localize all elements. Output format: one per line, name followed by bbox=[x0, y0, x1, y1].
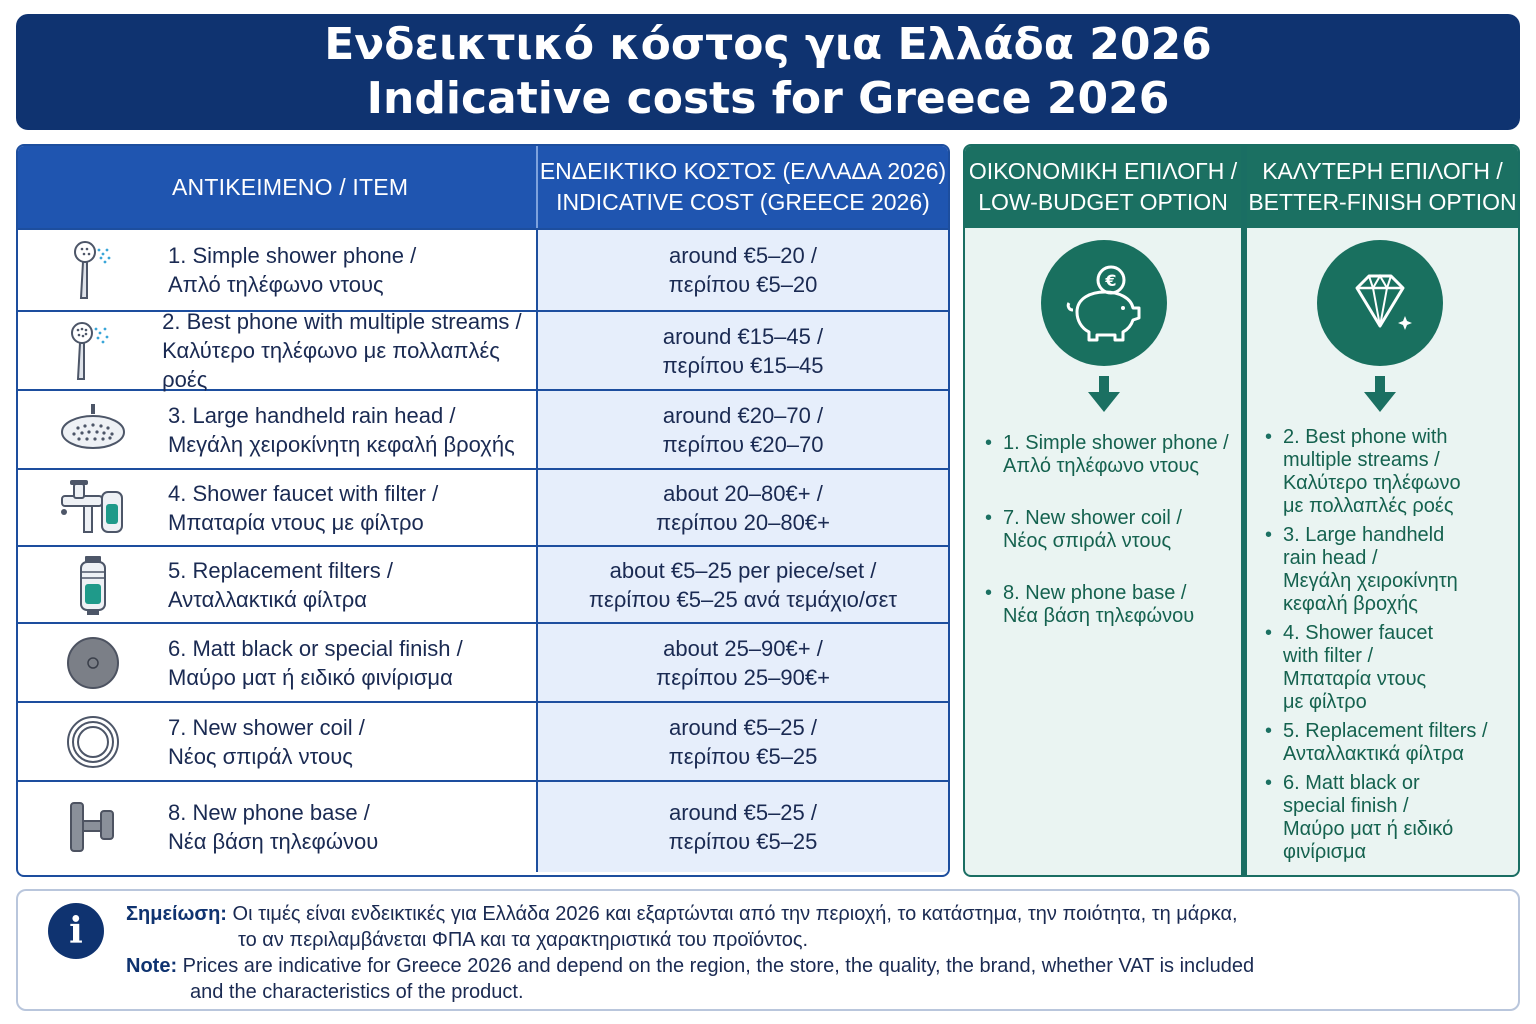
cost-label-gr: περίπου €5–20 bbox=[668, 272, 818, 297]
low-budget-column bbox=[965, 146, 1247, 875]
table-row bbox=[18, 545, 948, 622]
item-cell bbox=[18, 547, 536, 622]
better-finish-header bbox=[1247, 146, 1518, 228]
cost-cell bbox=[536, 703, 948, 780]
cost-label-gr: περίπου €20–70 bbox=[662, 431, 824, 457]
table-row bbox=[18, 701, 948, 780]
cost-label-en: about 25–90€+ / bbox=[663, 635, 823, 661]
list-item-gr: Απλό τηλέφωνο ντους bbox=[1003, 455, 1200, 477]
item-cell bbox=[18, 703, 536, 780]
list-item-en: • 1. Simple shower phone / bbox=[1003, 432, 1229, 454]
item-text bbox=[168, 479, 438, 537]
item-label-en: 6. Matt black or special finish / bbox=[168, 635, 463, 661]
list-item-line: • 5. Replacement filters / bbox=[1283, 720, 1488, 742]
item-label-gr: Απλό τηλέφωνο ντους bbox=[168, 272, 384, 297]
low-budget-header-english: LOW-BUDGET OPTION bbox=[978, 189, 1228, 215]
note-box bbox=[16, 889, 1520, 1011]
list-item-line: • 6. Matt black or bbox=[1283, 772, 1420, 794]
cost-label-gr: περίπου €5–25 bbox=[668, 743, 818, 769]
cost-label-gr: περίπου 20–80€+ bbox=[656, 509, 830, 535]
item-label-en: 3. Large handheld rain head / bbox=[168, 402, 456, 428]
list-item bbox=[985, 432, 1241, 478]
list-item-gr: Νέα βάση τηλεφώνου bbox=[1003, 605, 1195, 627]
better-finish-column bbox=[1247, 146, 1518, 875]
filter-cartridge-icon bbox=[18, 554, 168, 616]
matt-black-disc-icon bbox=[18, 635, 168, 691]
options-panel bbox=[963, 144, 1520, 877]
shower-handset-icon bbox=[18, 238, 168, 302]
info-icon: i bbox=[48, 903, 104, 959]
item-text bbox=[168, 556, 393, 614]
cost-label-en: around €5–25 / bbox=[668, 714, 818, 740]
cost-label-en: around €5–20 / bbox=[668, 243, 818, 268]
list-item-line: with filter / bbox=[1283, 645, 1374, 667]
list-item-line: special finish / bbox=[1283, 795, 1409, 817]
list-item-line: Μπαταρία ντους bbox=[1283, 668, 1427, 690]
item-text bbox=[168, 713, 365, 771]
arrow-down-icon bbox=[1360, 374, 1400, 414]
rain-head-icon bbox=[18, 402, 168, 458]
list-item-line: Μαύρο ματ ή ειδικό bbox=[1283, 818, 1454, 840]
header-cost-greek: ΕΝΔΕΙΚΤΙΚΟ ΚΟΣΤΟΣ (ΕΛΛΑΔΑ 2026) bbox=[539, 158, 947, 184]
item-label-gr: Μπαταρία ντους με φίλτρο bbox=[168, 509, 424, 535]
low-budget-header-greek: ΟΙΚΟΝΟΜΙΚΗ ΕΠΙΛΟΓΗ / bbox=[968, 158, 1238, 184]
item-text bbox=[168, 401, 515, 459]
item-cell bbox=[18, 391, 536, 468]
item-label-en: 2. Best phone with multiple streams / bbox=[162, 309, 522, 334]
arrow-down-icon bbox=[1084, 374, 1124, 414]
multi-stream-handset-icon bbox=[18, 319, 162, 383]
phone-base-icon bbox=[18, 799, 168, 855]
item-label-en: 7. New shower coil / bbox=[168, 714, 365, 740]
note-greek-label: Σημείωση: bbox=[126, 903, 227, 925]
item-text bbox=[162, 307, 536, 394]
list-item-line: με πολλαπλές ροές bbox=[1283, 495, 1454, 517]
list-item-en: • 8. New phone base / bbox=[1003, 582, 1187, 604]
list-item bbox=[985, 507, 1241, 553]
item-cell bbox=[18, 230, 536, 310]
item-label-gr: Ανταλλακτικά φίλτρα bbox=[168, 586, 367, 612]
cost-label-gr: περίπου €5–25 bbox=[668, 829, 818, 854]
item-cell bbox=[18, 782, 536, 872]
list-item-line: rain head / bbox=[1283, 547, 1378, 569]
list-item bbox=[1265, 426, 1517, 518]
list-item-line: φινίρισμα bbox=[1283, 841, 1367, 863]
cost-cell bbox=[536, 312, 948, 389]
list-item bbox=[1265, 772, 1517, 864]
note-english-line1: Prices are indicative for Greece 2026 and depend on the region, the store, the quality, the brand, whether VAT is included bbox=[182, 955, 1255, 977]
item-label-en: 4. Shower faucet with filter / bbox=[168, 480, 439, 506]
list-item-en: • 7. New shower coil / bbox=[1003, 507, 1182, 529]
cost-label-gr: περίπου 25–90€+ bbox=[656, 664, 830, 690]
note-english-line2: and the characteristics of the product. bbox=[190, 981, 524, 1003]
table-row bbox=[18, 622, 948, 701]
low-budget-header bbox=[965, 146, 1241, 228]
better-finish-header-english: BETTER-FINISH OPTION bbox=[1248, 189, 1517, 215]
cost-cell bbox=[536, 391, 948, 468]
cost-label-gr: περίπου €5–25 ανά τεμάχιο/σετ bbox=[588, 586, 898, 612]
list-item bbox=[1265, 720, 1517, 766]
item-label-gr: Νέος σπιράλ ντους bbox=[168, 743, 353, 769]
note-greek bbox=[126, 901, 1506, 953]
cost-cell bbox=[536, 470, 948, 545]
item-label-en: 5. Replacement filters / bbox=[168, 557, 393, 583]
table-row bbox=[18, 468, 948, 545]
cost-label-en: about 20–80€+ / bbox=[663, 480, 823, 506]
item-label-gr: Μαύρο ματ ή ειδικό φινίρισμα bbox=[168, 664, 453, 690]
list-item-line: multiple streams / bbox=[1283, 449, 1440, 471]
piggy-bank-euro-icon bbox=[1041, 240, 1167, 366]
table-row bbox=[18, 228, 948, 310]
page-title bbox=[16, 14, 1520, 130]
item-label-gr: Καλύτερο τηλέφωνο με πολλαπλές ροές bbox=[162, 338, 500, 392]
item-label-gr: Νέα βάση τηλεφώνου bbox=[168, 829, 379, 854]
better-finish-list bbox=[1265, 426, 1517, 870]
diamond-icon bbox=[1317, 240, 1443, 366]
title-line-english: Indicative costs for Greece 2026 bbox=[366, 73, 1170, 124]
svg-text:€: € bbox=[1105, 271, 1117, 290]
table-row bbox=[18, 309, 948, 392]
cost-label-en: about €5–25 per piece/set / bbox=[609, 557, 877, 583]
list-item-line: με φίλτρο bbox=[1283, 691, 1367, 713]
header-cost-english: INDICATIVE COST (GREECE 2026) bbox=[556, 189, 930, 215]
item-cell bbox=[18, 470, 536, 545]
table-row bbox=[18, 389, 948, 468]
cost-cell bbox=[536, 782, 948, 872]
faucet-filter-icon bbox=[18, 478, 168, 538]
low-budget-list bbox=[985, 432, 1241, 657]
list-item-line: Ανταλλακτικά φίλτρα bbox=[1283, 743, 1464, 765]
list-item bbox=[1265, 622, 1517, 714]
list-item-line: Καλύτερο τηλέφωνο bbox=[1283, 472, 1461, 494]
item-text bbox=[168, 798, 378, 856]
item-label-en: 8. New phone base / bbox=[168, 800, 370, 825]
cost-label-en: around €15–45 / bbox=[662, 323, 824, 349]
note-english bbox=[126, 953, 1506, 1005]
cost-label-en: around €20–70 / bbox=[662, 402, 824, 428]
shower-coil-icon bbox=[18, 714, 168, 770]
header-item: ΑΝΤΙΚΕΙΜΕΝΟ / ITEM bbox=[172, 173, 409, 200]
better-finish-header-greek: ΚΑΛΥΤΕΡΗ ΕΠΙΛΟΓΗ / bbox=[1262, 158, 1503, 184]
item-cell bbox=[18, 624, 536, 701]
cost-label-en: around €5–25 / bbox=[668, 800, 818, 825]
header-cost bbox=[536, 146, 948, 228]
list-item-gr: Νέος σπιράλ ντους bbox=[1003, 530, 1172, 552]
cost-cell bbox=[536, 547, 948, 622]
list-item-line: • 2. Best phone with bbox=[1283, 426, 1448, 448]
table-row bbox=[18, 780, 948, 872]
item-cell bbox=[18, 309, 536, 392]
note-greek-line2: το αν περιλαμβάνεται ΦΠΑ και τα χαρακτηριστικά του προϊόντος. bbox=[238, 929, 809, 951]
cost-cell bbox=[536, 230, 948, 310]
table-header bbox=[18, 146, 948, 228]
list-item-line: κεφαλή βροχής bbox=[1283, 593, 1418, 615]
cost-cell bbox=[536, 624, 948, 701]
item-text bbox=[168, 241, 416, 299]
list-item bbox=[1265, 524, 1517, 616]
list-item-line: Μεγάλη χειροκίνητη bbox=[1283, 570, 1458, 592]
item-label-en: 1. Simple shower phone / bbox=[168, 243, 417, 268]
title-line-greek: Ενδεικτικό κόστος για Ελλάδα 2026 bbox=[324, 19, 1212, 70]
item-label-gr: Μεγάλη χειροκίνητη κεφαλή βροχής bbox=[168, 431, 515, 457]
list-item-line: • 4. Shower faucet bbox=[1283, 622, 1434, 644]
note-english-label: Note: bbox=[126, 955, 178, 977]
list-item-line: • 3. Large handheld bbox=[1283, 524, 1445, 546]
item-text bbox=[168, 634, 463, 692]
cost-table bbox=[16, 144, 950, 877]
note-greek-line1: Οι τιμές είναι ενδεικτικές για Ελλάδα 2026 και εξαρτώνται από την περιοχή, το κατάστημα, την ποιότητα, τη μάρκα, bbox=[232, 903, 1238, 925]
list-item bbox=[985, 582, 1241, 628]
cost-label-gr: περίπου €15–45 bbox=[662, 352, 824, 378]
